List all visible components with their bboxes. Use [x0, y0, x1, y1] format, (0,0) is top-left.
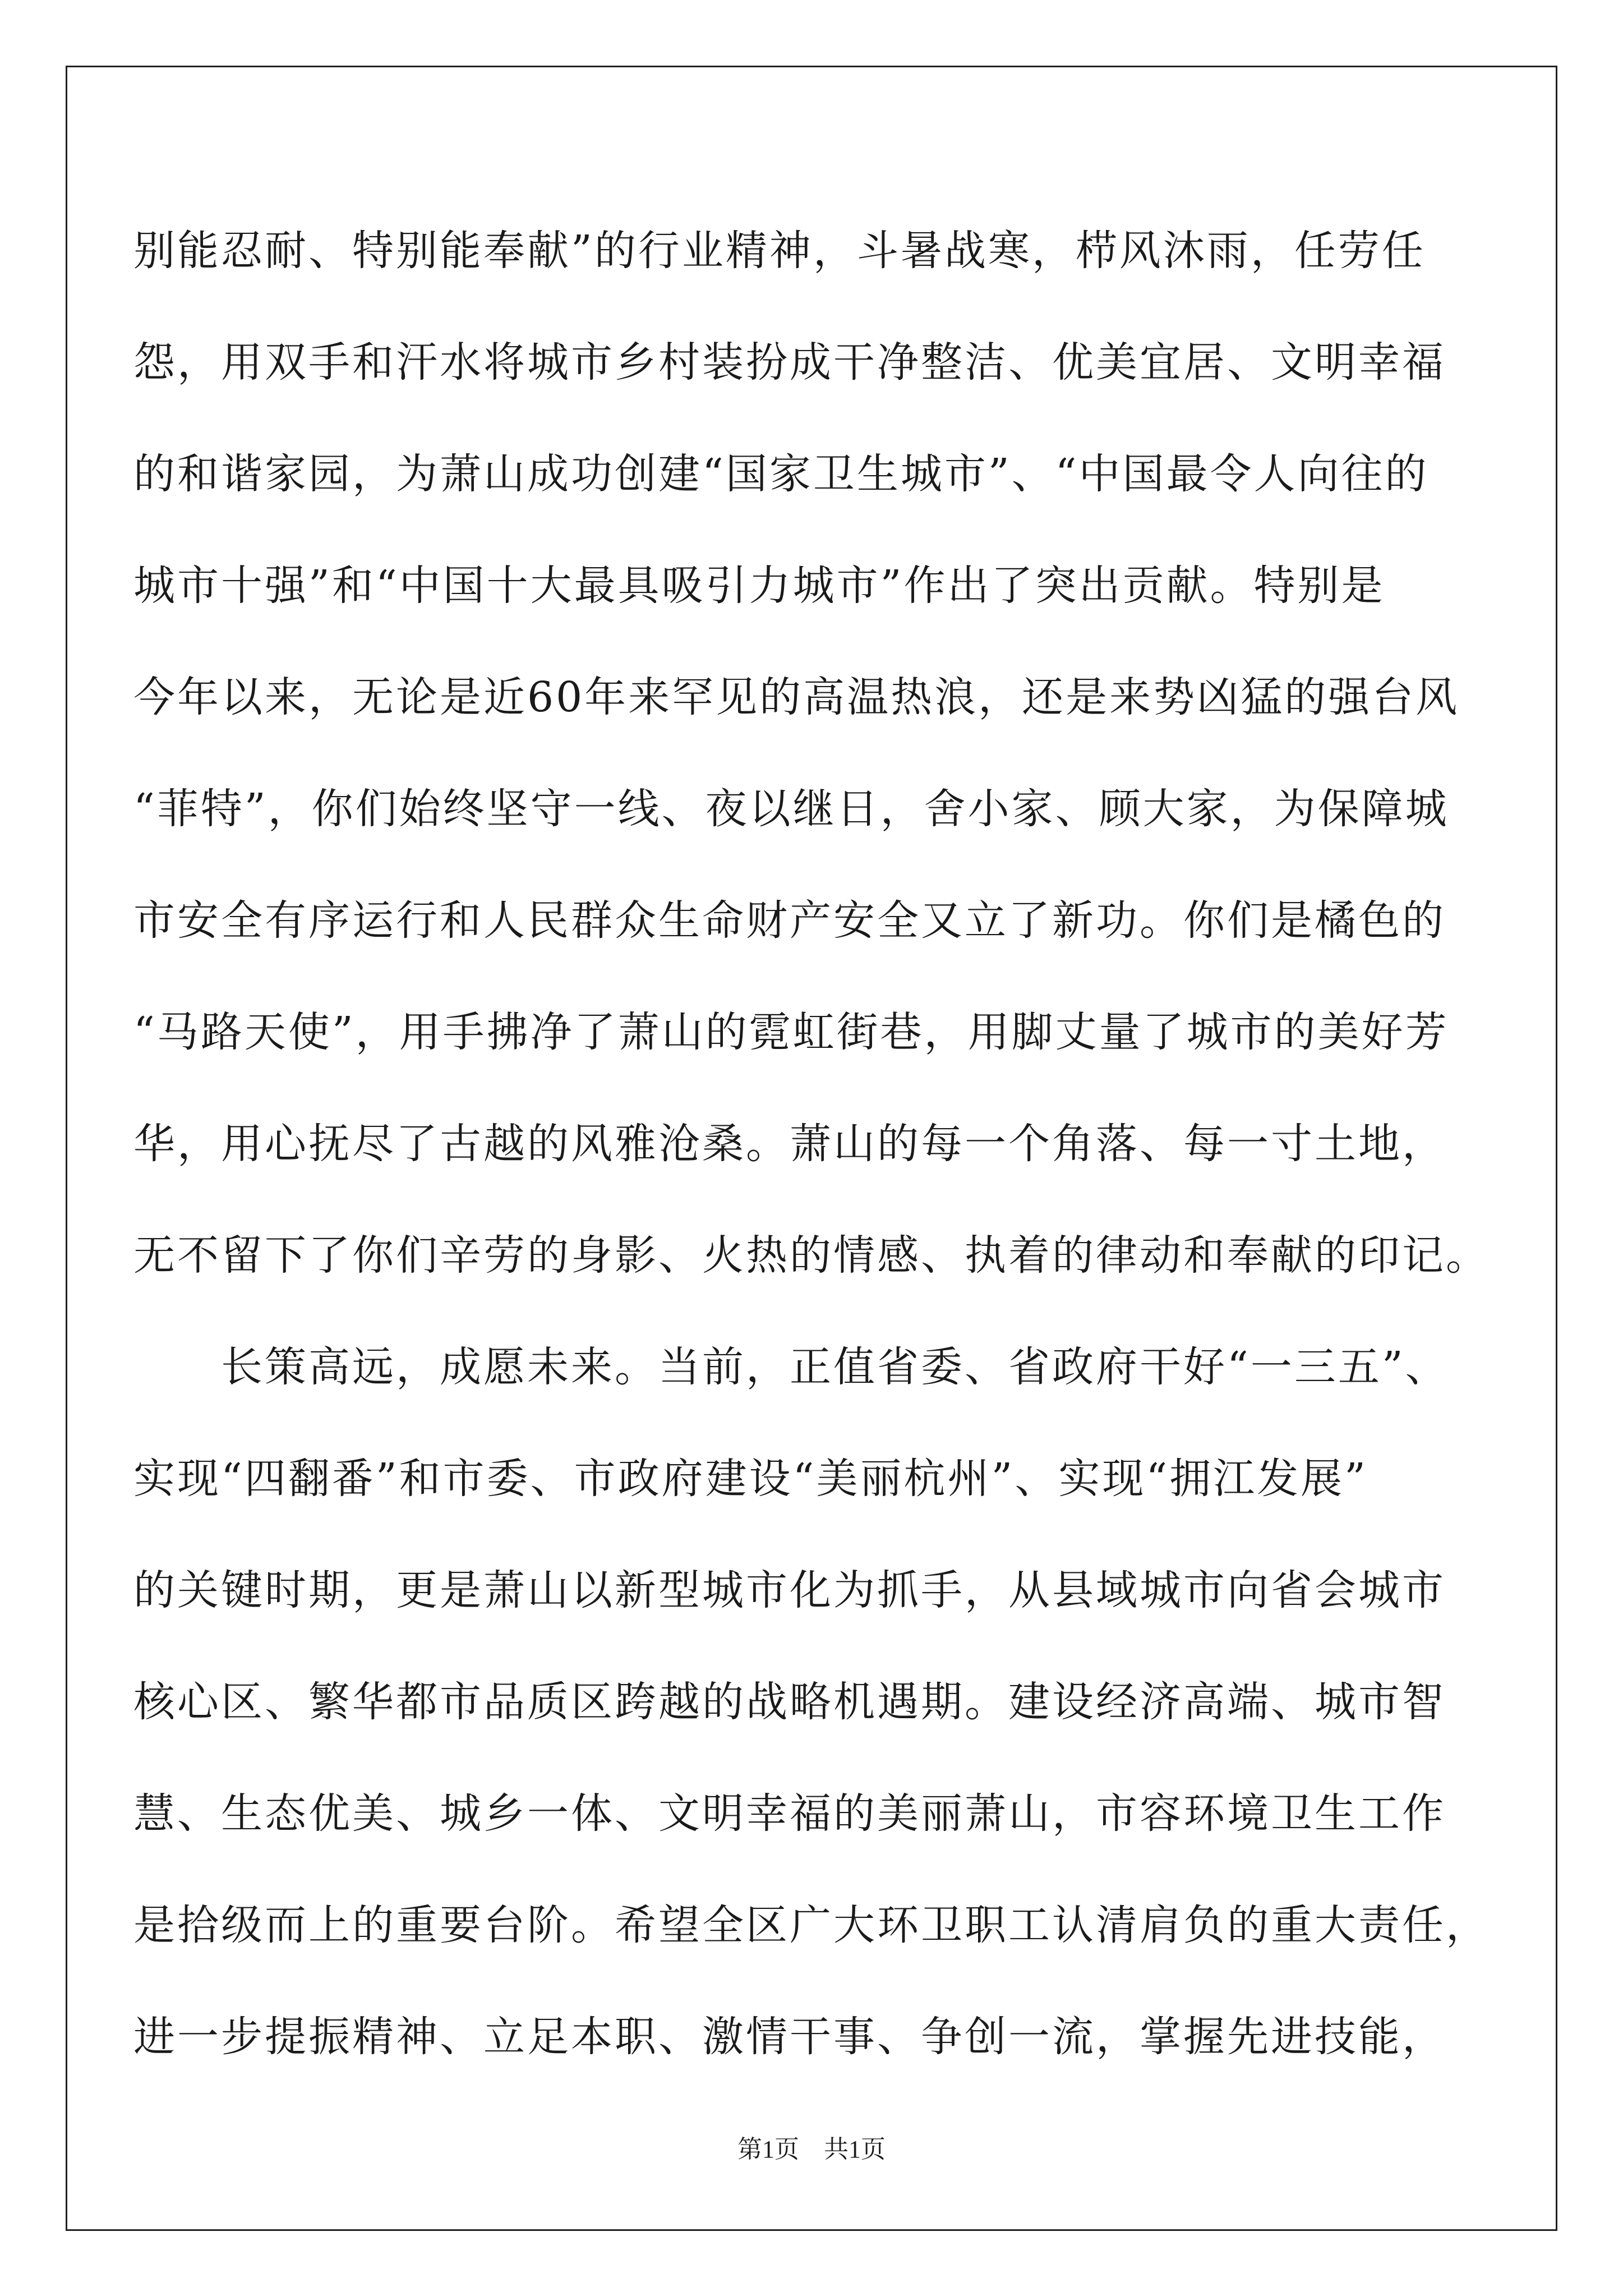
text-line: “马路天使”，用手拂净了萧山的霓虹街巷，用脚丈量了城市的美好芳 [133, 1008, 1449, 1056]
text-line: 核心区、繁华都市品质区跨越的战略机遇期。建设经济高端、城市智 [133, 1678, 1446, 1726]
text-line: 华，用心抚尽了古越的风雅沧桑。萧山的每一个角落、每一寸土地， [133, 1120, 1446, 1168]
text-line: 别能忍耐、特别能奉献”的行业精神，斗暑战寒，栉风沐雨，任劳任 [133, 227, 1426, 275]
text-line: 的关键时期，更是萧山以新型城市化为抓手，从县域城市向省会城市 [133, 1566, 1446, 1614]
text-line: 实现“四翻番”和市委、市政府建设“美丽杭州”、实现“拥江发展” [133, 1455, 1368, 1503]
page-number-footer: 第1页 共1页 [737, 2136, 886, 2163]
text-line: 怨，用双手和汗水将城市乡村装扮成干净整洁、优美宜居、文明幸福 [133, 338, 1446, 386]
text-line: 市安全有序运行和人民群众生命财产安全又立了新功。你们是橘色的 [133, 896, 1446, 945]
text-line: 进一步提振精神、立足本职、激情干事、争创一流，掌握先进技能， [133, 2013, 1446, 2061]
text-line: 的和谐家园，为萧山成功创建“国家卫生城市”、“中国最令人向往的 [133, 450, 1429, 498]
text-line: 是拾级而上的重要台阶。希望全区广大环卫职工认清肩负的重大责任， [133, 1901, 1490, 1949]
text-line: 今年以来，无论是近60年来罕见的高温热浪，还是来势凶猛的强台风 [133, 673, 1460, 721]
text-line: 城市十强”和“中国十大最具吸引力城市”作出了突出贡献。特别是 [133, 562, 1385, 610]
text-line: 慧、生态优美、城乡一体、文明幸福的美丽萧山，市容环境卫生工作 [133, 1789, 1446, 1838]
text-line: 长策高远，成愿未来。当前，正值省委、省政府干好“一三五”、 [133, 1343, 1449, 1391]
text-line: 无不留下了你们辛劳的身影、火热的情感、执着的律动和奉献的印记。 [133, 1231, 1490, 1280]
text-line: “菲特”，你们始终坚守一线、夜以继日，舍小家、顾大家，为保障城 [133, 785, 1449, 833]
